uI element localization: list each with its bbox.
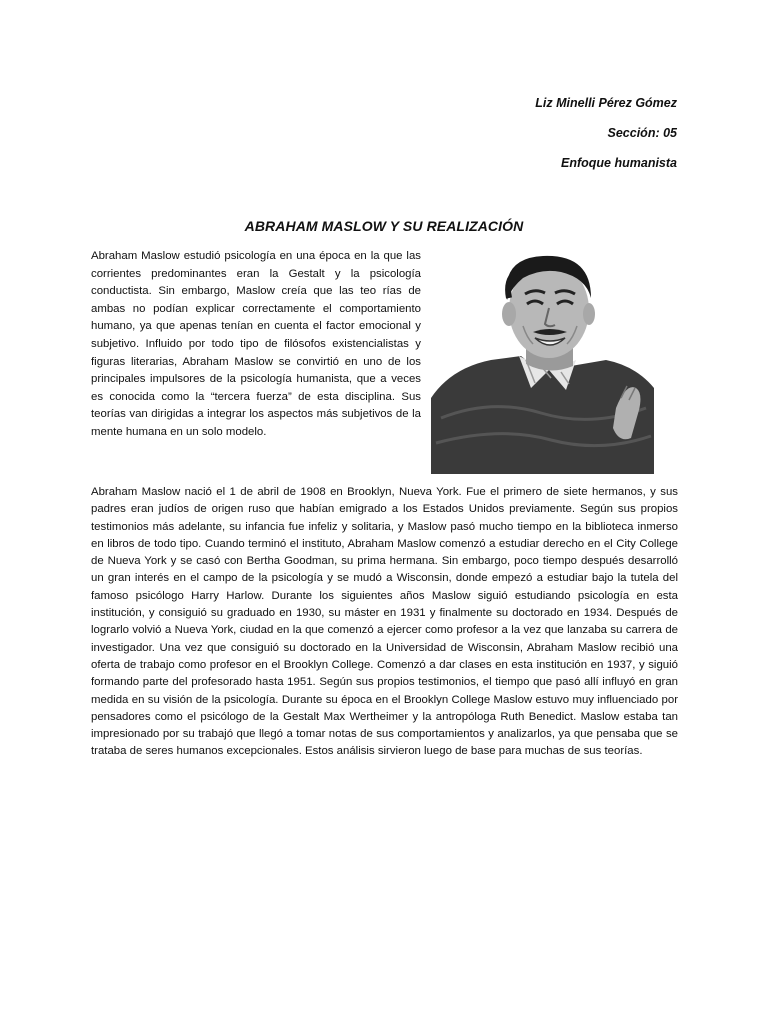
topic-label: Enfoque humanista <box>561 156 677 170</box>
author-name: Liz Minelli Pérez Gómez <box>535 96 677 110</box>
section-label: Sección: 05 <box>607 126 677 140</box>
body-paragraph: Abraham Maslow nació el 1 de abril de 1908 en Brooklyn, Nueva York. Fue el primero de siete hermanos, y sus padres eran judíos de origen ruso que habían emigrado a los Estados Unidos previamente. Según sus propios testimonios más adelante, su infancia fue infeliz y solitaria, y Maslow pasó mucho tiempo en la biblioteca inmerso en libros de todo tipo. Cuando terminó el instituto, Abraham Maslow comenzó a estudiar derecho en el City College de Nueva York y se casó con Bertha Goodman, su prima hermana. Sin embargo, poco tiempo después desarrolló un gran interés en el campo de la psicología y se mudó a Wisconsin, donde empezó a estudiar bajo la tutela del famoso psicólogo Harry Harlow. Durante los siguientes años Maslow siguió estudiando psicología en esta institución, y consiguió su graduado en 1930, su máster en 1931 y finalmente su doctorado en 1934. Después de lograrlo volvió a Nueva York, ciudad en la que comenzó a ejercer como profesor a la vez que lanzaba su carrera de investigador. Una vez que consiguió su doctorado en la Universidad de Wisconsin, Abraham Maslow recibió una oferta de trabajo como profesor en el Brooklyn College. Comenzó a dar clases en esta institución en 1937, y siguió formando parte del profesorado hasta 1951. Según sus propios testimonios, el tiempo que pasó allí influyó en gran medida en su visión de la psicología. Durante su época en el Brooklyn College Maslow estuvo muy influenciado por pensadores como el psicólogo de la Gestalt Max Wertheimer y la antropóloga Ruth Benedict. Maslow estaba tan impresionado por su trabajó que llegó a tomar notas de sus comportamientos y analizarlos, ya que pensaba que se trataba de seres humanos excepcionales. Estos análisis sirvieron luego de base para muchas de sus teorías. <box>91 486 678 758</box>
page-title: ABRAHAM MASLOW Y SU REALIZACIÓN <box>244 218 524 234</box>
portrait-icon <box>431 248 654 474</box>
header-block <box>535 95 677 185</box>
portrait-photo <box>431 248 654 474</box>
intro-paragraph: Abraham Maslow estudió psicología en una época en la que las corrientes predominantes eran la Gestalt y la psicología conductista. Sin embargo, Maslow creía que las teo rías de ambas no podían explicar correctamente el comportamiento humano, ya que apenas tenían en cuenta el factor emocional y subjetivo. Influido por todo tipo de filósofos existencialistas y figuras literarias, Abraham Maslow se convirtió en uno de los principales impulsores de la psicología humanista, que a veces es conocida como la “tercera fuerza” de esta disciplina. Sus teorías van dirigidas a integrar los aspectos más subjetivos de la mente humana en un solo modelo. <box>91 250 421 438</box>
